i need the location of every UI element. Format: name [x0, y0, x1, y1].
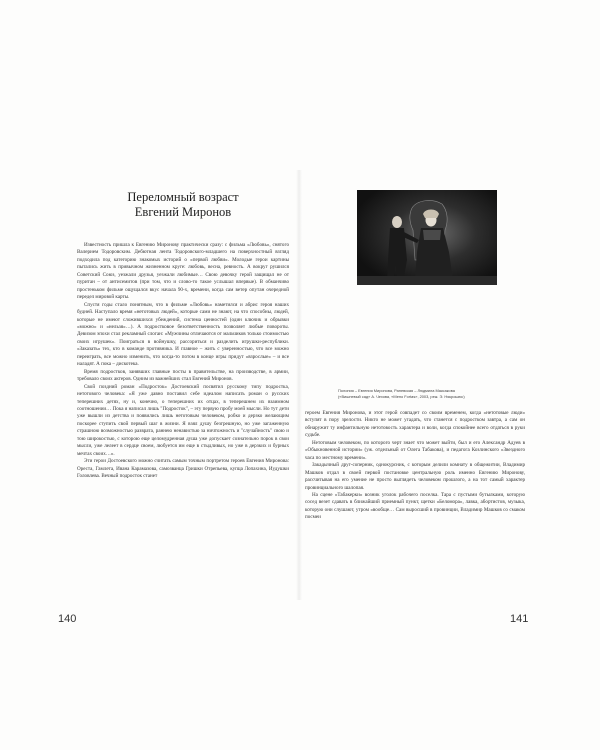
left-page — [77, 190, 289, 590]
paragraph: Известность пришла к Евгению Миронову практически сразу: с фильма «Любовь», снятого Валерием Тодоровским. Дебютная лента Тодоровского-младшего на поверхностный взгляд подходила под категорию знакомых историй о «первой любви». Молодые герои картины пытались жить в привычном жизненном круге: любовь, весна, ревность. А вокруг рушился Советский Союз, уезжали друзья, уезжали любимые… Свою девочку герой защищал не от пуритан – от антисемитов (при том, что и слово-то такое услышал впервые). В обманчиво простеньком фильме ощущался вкус начала 90-х, времени, когда сам ветер опутан очередной передел мировой карты. — [77, 242, 289, 301]
chapter-title-line1: Переломный возраст — [127, 190, 239, 204]
theatre-scene-photo — [357, 190, 497, 285]
right-body-text — [305, 410, 525, 522]
paragraph: Нетотовым человеком, по которого черт знает что может выйти, был и его Александр Адуев в «Обыкновенной истории» (уж. отдельный от Олега Табакова), и педагога Козлинского «Звездного часа по местному времени». — [305, 439, 525, 461]
caption-line2: («Вишневый сад» А. Чехова, «Мено Fortas», 2003, реж. Э. Някрошюс) — [338, 394, 465, 399]
page-number-right: 141 — [510, 613, 529, 625]
page-number-left: 140 — [58, 613, 77, 625]
paragraph: Эти герои Достоевского можно считать самым точным портретом героев Евгения Миронова: Ореста, Гамлета, Ивана Карамазова, самозванца Гришки Отрепьева, купца Лопахина, Иудушки Головлева. Вечный подросток станет — [77, 458, 289, 480]
left-body-text — [77, 242, 289, 481]
paragraph: Свой поздний роман «Подросток» Достоевский посвятил русскому типу подростка, нетотового человека: «Я уже давно поставил себе идеалом написать роман о русских теперешних детях, ну и, конечно, о теперешних их отцах, в теперешнем их взаимном соотношении… Пока я написал лишь "Подросток", – эту первую пробу моей мысли. Но тут дети уже вышли из детства и появились лишь нетотовым человеком, робко и дерзко желающим поскорее ступить свой первый шаг в жизни. Я взял душу безгрешную, но уже загаженную страшною возможностью разврата, раннею ненавистью за ничтожность и "случайность" свою и тою широкостью, с которою еще целомудренная душа уже допускает сознательно порок в свои мысли, уже лелеет в сердце своем, любуется им еще в стыдливых, но уже в дерзких и бурных мечтах своих…». — [77, 383, 289, 457]
caption-line1: Полония – Евгения Миронова, Раневская – Людмила Максакова — [338, 388, 455, 393]
paragraph: Спустя годы стало понятным, что в фильме «Любовь» наметился и абрис героя наших будней. Наступало время «нетотовых людей», которые сами не знают, на что способны, людей, которые не имеют сложившихся убеждений, система ценностей (один ключик и обрывки «можно» и «нельзя»…). А подростковое безответственность позволяет любые повороты. Девизом эпохи стал рекламный слоган: «Мужчины отличаются от мальчиков только стоимостью своих игрушек». Поиграться в войнушку, рассориться и разделить игрушки-республики. «Заказать» тех, кто в команде противника. И главное – жить с уверенностью, что все можно переиграть, все можно изменить, что когда-то потом в конце игры придут «взрослые» – и все наладят. А пока – дискотека. — [77, 301, 289, 368]
photo-caption — [338, 388, 518, 400]
photo-image — [357, 190, 497, 285]
page-gutter — [296, 170, 302, 600]
paragraph: героем Евгения Миронова, и этот герой совпадет со своим временем, когда «нетотовые люди» вступят в пору зрелости. Никто не может угадать, что станется с подростком завтра, а сам он обнаружит ту инфантильную нетотовость характера и воли, когда спокойнее всего отдаться в руки судьбе. — [305, 410, 525, 439]
paragraph: Закадычный друг-соперник, однокурсник, с которым делили комнату в общежитии, Владимир Машков отдал в своей первой постановке центральную роль именно Евгению Миронову, рассчитывая на его умение не просто выглядеть человеком прошлого, а на тот самый характер провинциального шалопая. — [305, 462, 525, 491]
paragraph: Время подростков, занявших главные посты в правительстве, на производстве, в армии, требовало своих актеров. Одним из важнейших стал Евгений Миронов. — [77, 368, 289, 383]
paragraph: На сцене «Табакерки» возник уголок рабочего поселка. Тара с пустыми бутылками, которую сосед везет сдавать в ближайший приемный пункт, щетки «Беломора», лавка, абортистов, музыка, которую они слушают, утром «вообще… Сам выросший в провинции, Владимир Машков со смаком посмеи — [305, 491, 525, 521]
chapter-title-line2: Евгений Миронов — [134, 205, 232, 219]
chapter-title — [77, 190, 289, 220]
right-page — [305, 190, 525, 590]
